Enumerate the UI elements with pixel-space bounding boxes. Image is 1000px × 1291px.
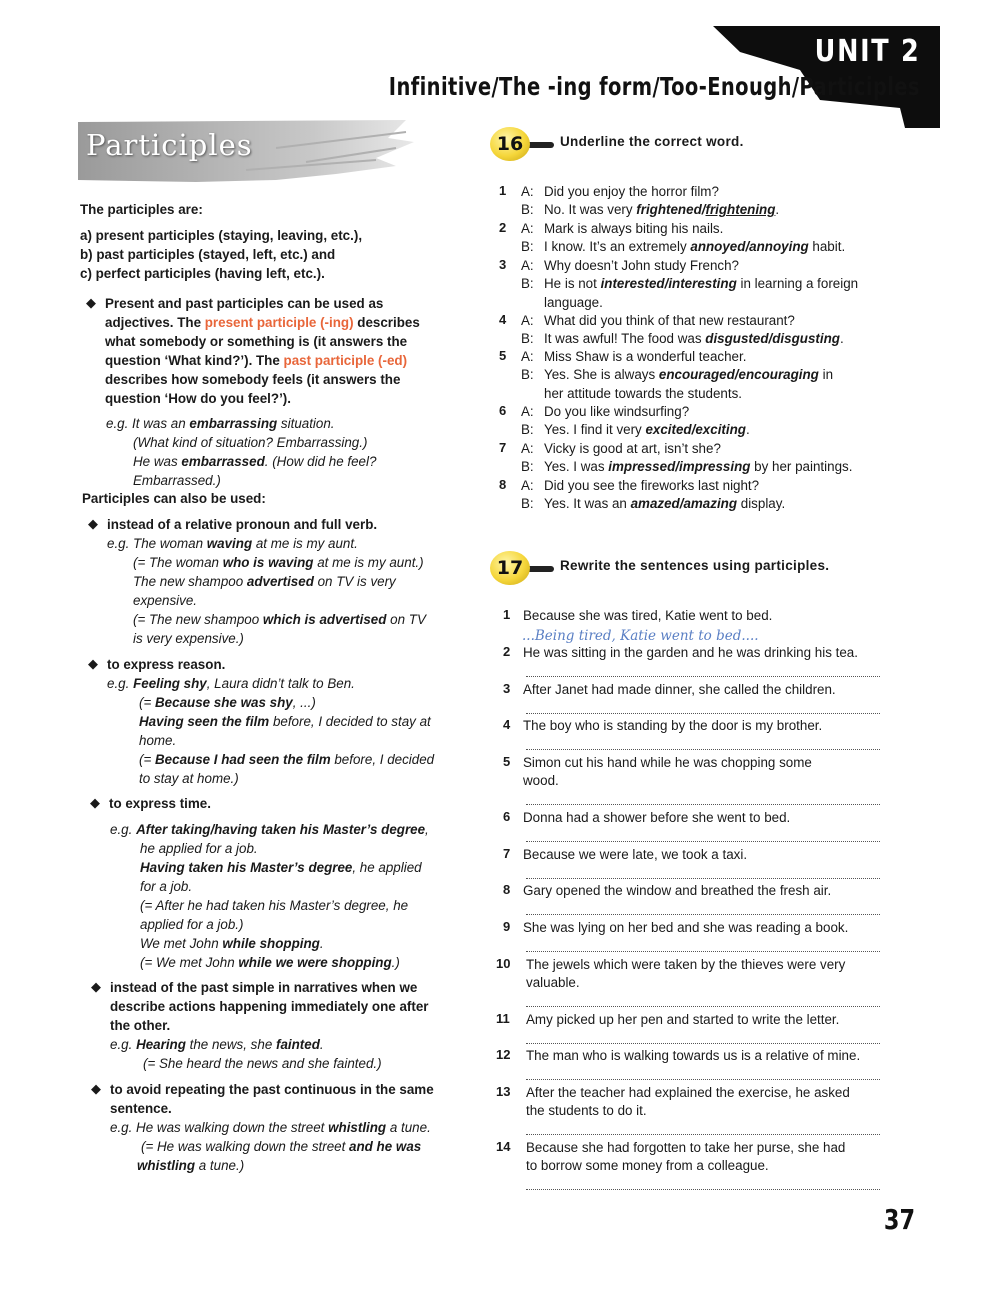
- exercise-16-badge: 16: [490, 127, 530, 161]
- rule-adjectives-line2: adjectives. The present participle (-ing) describes: [105, 315, 420, 330]
- item-number: 11: [496, 1011, 510, 1026]
- word-option-1[interactable]: amazed: [630, 496, 680, 512]
- answer-line[interactable]: [526, 914, 880, 915]
- use-continuous-example2: (= He was walking down the street and he was: [141, 1139, 422, 1154]
- use-reason-example5: (= Because I had seen the film before, I decided: [139, 752, 435, 767]
- sentence-line: After Janet had made dinner, she called the children.: [523, 682, 836, 697]
- speaker-a-label: A:: [521, 404, 534, 419]
- item-number: 13: [496, 1084, 511, 1099]
- rule-adjectives-line3: what somebody or something is (it answers the: [105, 334, 408, 349]
- participles-also-used: Participles can also be used:: [82, 491, 266, 506]
- item-number: 8: [503, 882, 511, 897]
- example-embarrassed: He was embarrassed. (How did he feel?: [133, 454, 377, 469]
- handwritten-answer: ...Being tired, Katie went to bed....: [522, 628, 759, 644]
- example-embarrassed-cont: Embarrassed.): [133, 473, 221, 488]
- item-number: 1: [499, 183, 507, 198]
- word-option-1[interactable]: interested: [600, 276, 665, 292]
- sentence-line: Because we were late, we took a taxi.: [523, 847, 748, 862]
- use-time-title: to express time.: [109, 796, 211, 811]
- rule-adjectives-line1: Present and past participles can be used as: [105, 296, 384, 311]
- exercise-16-badge-tail: [528, 142, 554, 148]
- item-number: 7: [503, 846, 511, 861]
- answer-line[interactable]: [526, 951, 880, 952]
- word-option-2[interactable]: amazing: [683, 496, 738, 512]
- sentence-line: Amy picked up her pen and started to write the letter.: [526, 1012, 840, 1027]
- sentence-line: Because she had forgotten to take her purse, she had: [526, 1140, 846, 1155]
- sentence-line-cont: wood.: [523, 773, 559, 789]
- sentence-line-cont: to borrow some money from a colleague.: [526, 1158, 769, 1174]
- page-number: 37: [883, 1203, 916, 1236]
- item-number: 3: [503, 681, 511, 696]
- word-option-2[interactable]: interesting: [668, 276, 737, 292]
- past-participle-term: past participle (-ed): [283, 353, 408, 368]
- sentence-line: Because she was tired, Katie went to bed.: [523, 608, 773, 623]
- item-number: 6: [503, 809, 511, 824]
- sentence-line-cont: valuable.: [526, 975, 580, 991]
- participle-type-a: a) present participles (staying, leaving, etc.),: [80, 228, 363, 243]
- item-number: 2: [499, 220, 507, 235]
- speaker-b-label: B:: [521, 422, 534, 438]
- exercise-17-badge: 17: [490, 551, 530, 585]
- word-option-2[interactable]: encouraging: [738, 367, 819, 383]
- sentence-line: The jewels which were taken by the thieves were very: [526, 957, 846, 972]
- sentence-line: Gary opened the window and breathed the fresh air.: [523, 883, 832, 898]
- example-embarrassing-note: (What kind of situation? Embarrassing.): [133, 435, 368, 450]
- answer-line[interactable]: [526, 713, 880, 714]
- word-option-1[interactable]: disgusted: [705, 331, 769, 347]
- present-participle-term: present participle (-ing): [204, 315, 354, 330]
- use-reason-example4: home.: [139, 733, 177, 748]
- speaker-b-label: B:: [521, 459, 534, 475]
- rule-adjectives-line4: question ‘What kind?’). The past participle (-ed): [105, 353, 408, 368]
- speaker-b-label: B:: [521, 202, 534, 218]
- item-number: 7: [499, 440, 507, 455]
- speaker-b-line: It was awful! The food was disgusted/disgusting.: [544, 331, 844, 347]
- item-number: 3: [499, 257, 507, 272]
- sentence-line: The boy who is standing by the door is my brother.: [523, 718, 823, 733]
- word-option-2[interactable]: frightening: [705, 202, 776, 218]
- use-narrative-example2: (= She heard the news and she fainted.): [143, 1056, 382, 1071]
- word-option-1[interactable]: frightened: [636, 202, 702, 218]
- word-option-1[interactable]: encouraged: [658, 367, 735, 383]
- use-relative-title: instead of a relative pronoun and full verb.: [107, 517, 378, 532]
- use-continuous-example3: whistling a tune.): [137, 1158, 245, 1173]
- speaker-b-label: B:: [521, 239, 534, 255]
- participle-type-b: b) past participles (stayed, left, etc.) and: [80, 247, 336, 262]
- use-reason-example3: Having seen the film before, I decided to stay at: [139, 714, 431, 729]
- speaker-b-line: No. It was very frightened/frightening.: [544, 202, 780, 218]
- use-time-example5: (= After he had taken his Master’s degree, he: [140, 898, 409, 913]
- word-option-2[interactable]: disgusting: [772, 331, 840, 347]
- sentence-line-cont: the students to do it.: [526, 1103, 647, 1119]
- speaker-b-line: I know. It’s an extremely annoyed/annoying habit.: [544, 239, 846, 255]
- use-relative-example5: (= The new shampoo which is advertised on TV: [133, 612, 426, 627]
- use-relative-example2: (= The woman who is waving at me is my aunt.): [133, 555, 424, 570]
- sentence-line: He was sitting in the garden and he was drinking his tea.: [523, 645, 858, 660]
- answer-line[interactable]: [526, 1006, 880, 1007]
- speaker-a-label: A:: [521, 258, 534, 273]
- use-narrative-line3: the other.: [110, 1018, 171, 1033]
- speaker-a-line: Vicky is good at art, isn’t she?: [544, 441, 721, 456]
- word-option-2[interactable]: annoying: [749, 239, 809, 255]
- sentence-line: The man who is walking towards us is a relative of mine.: [526, 1048, 861, 1063]
- use-relative-example6: is very expensive.): [133, 631, 244, 646]
- item-number: 4: [503, 717, 511, 732]
- sentence-line: She was lying on her bed and she was reading a book.: [523, 920, 849, 935]
- answer-line[interactable]: [526, 749, 880, 750]
- speaker-a-line: What did you think of that new restaurant?: [544, 313, 795, 328]
- sentence-line: Donna had a shower before she went to bed.: [523, 810, 791, 825]
- item-number: 14: [496, 1139, 511, 1154]
- word-option-1[interactable]: annoyed: [690, 239, 746, 255]
- use-continuous-line1: to avoid repeating the past continuous in the same: [110, 1082, 434, 1097]
- item-number: 1: [503, 607, 511, 622]
- item-number: 2: [503, 644, 511, 659]
- answer-line[interactable]: [526, 1043, 880, 1044]
- answer-line[interactable]: [526, 841, 880, 842]
- answer-line[interactable]: [526, 1079, 880, 1080]
- speaker-b-line: Yes. I find it very excited/exciting.: [544, 422, 750, 438]
- speaker-b-line-cont: her attitude towards the students.: [544, 385, 743, 401]
- speaker-b-label: B:: [521, 496, 534, 512]
- use-narrative-line1: instead of the past simple in narratives when we: [110, 980, 418, 995]
- speaker-a-label: A:: [521, 441, 534, 456]
- unit-label: UNIT 2: [814, 34, 920, 69]
- use-time-example1: e.g. After taking/having taken his Master’s degree,: [110, 822, 429, 837]
- bullet-diamond-icon: ◆: [90, 795, 100, 810]
- participles-intro: The participles are:: [80, 202, 203, 217]
- bullet-diamond-icon: ◆: [91, 1081, 101, 1096]
- use-time-example2: he applied for a job.: [140, 841, 258, 856]
- word-option-2[interactable]: impressing: [679, 459, 751, 475]
- use-time-example3: Having taken his Master’s degree, he applied: [140, 860, 422, 875]
- word-option-1[interactable]: excited: [645, 422, 692, 438]
- use-relative-example3: The new shampoo advertised on TV is very: [133, 574, 396, 589]
- speaker-a-label: A:: [521, 184, 534, 199]
- item-number: 8: [499, 477, 507, 492]
- speaker-a-label: A:: [521, 478, 534, 493]
- use-time-example8: (= We met John while we were shopping.): [140, 955, 400, 970]
- use-reason-title: to express reason.: [107, 657, 226, 672]
- exercise-17-instruction: Rewrite the sentences using participles.: [560, 558, 830, 573]
- speaker-a-line: Did you enjoy the horror film?: [544, 184, 719, 199]
- word-option-1[interactable]: impressed: [608, 459, 676, 475]
- use-reason-example6: to stay at home.): [139, 771, 239, 786]
- item-number: 4: [499, 312, 507, 327]
- speaker-b-line: Yes. She is always encouraged/encouraging in: [544, 367, 834, 383]
- speaker-b-line: He is not interested/interesting in learning a foreign: [544, 276, 859, 292]
- speaker-a-label: A:: [521, 349, 534, 364]
- speaker-b-label: B:: [521, 331, 534, 347]
- answer-line[interactable]: [526, 676, 880, 677]
- use-relative-example1: e.g. The woman waving at me is my aunt.: [107, 536, 358, 551]
- answer-line[interactable]: [526, 1134, 880, 1135]
- answer-line[interactable]: [526, 804, 880, 805]
- use-continuous-example1: e.g. He was walking down the street whistling a tune.: [110, 1120, 431, 1135]
- answer-line[interactable]: [526, 1189, 880, 1190]
- speaker-b-label: B:: [521, 367, 534, 383]
- sentence-line: After the teacher had explained the exercise, he asked: [526, 1085, 850, 1100]
- speaker-b-label: B:: [521, 276, 534, 292]
- exercise-16-instruction: Underline the correct word.: [560, 134, 744, 149]
- example-embarrassing: e.g. It was an embarrassing situation.: [106, 416, 335, 431]
- speaker-b-line: Yes. I was impressed/impressing by her paintings.: [544, 459, 853, 475]
- sentence-line: Simon cut his hand while he was chopping some: [523, 755, 812, 770]
- use-time-example4: for a job.: [140, 879, 193, 894]
- answer-line[interactable]: [526, 878, 880, 879]
- section-banner-title: Participles: [86, 128, 253, 162]
- speaker-a-line: Do you like windsurfing?: [544, 404, 690, 419]
- speaker-a-line: Mark is always biting his nails.: [544, 221, 724, 236]
- item-number: 6: [499, 403, 507, 418]
- item-number: 5: [499, 348, 507, 363]
- bullet-diamond-icon: ◆: [88, 656, 98, 671]
- participle-type-c: c) perfect participles (having left, etc.).: [80, 266, 325, 281]
- rule-adjectives-line6: question ‘How do you feel?’).: [105, 391, 291, 406]
- speaker-a-line: Why doesn’t John study French?: [544, 258, 740, 273]
- bullet-diamond-icon: ◆: [88, 516, 98, 531]
- item-number: 10: [496, 956, 511, 971]
- use-relative-example4: expensive.: [133, 593, 198, 608]
- speaker-b-line: Yes. It was an amazed/amazing display.: [544, 496, 786, 512]
- speaker-a-label: A:: [521, 313, 534, 328]
- use-time-example6: applied for a job.): [140, 917, 244, 932]
- item-number: 12: [496, 1047, 511, 1062]
- use-continuous-line2: sentence.: [110, 1101, 172, 1116]
- item-number: 9: [503, 919, 511, 934]
- item-number: 5: [503, 754, 511, 769]
- exercise-17-badge-tail: [528, 566, 554, 572]
- bullet-diamond-icon: ◆: [86, 295, 96, 310]
- speaker-a-line: Miss Shaw is a wonderful teacher.: [544, 349, 747, 364]
- use-time-example7: We met John while shopping.: [140, 936, 324, 951]
- rule-adjectives-line5: describes how somebody feels (it answers the: [105, 372, 401, 387]
- use-narrative-example1: e.g. Hearing the news, she fainted.: [110, 1037, 324, 1052]
- use-reason-example2: (= Because she was shy, ...): [139, 695, 316, 710]
- bullet-diamond-icon: ◆: [91, 979, 101, 994]
- word-option-2[interactable]: exciting: [695, 422, 746, 438]
- use-reason-example1: e.g. Feeling shy, Laura didn’t talk to Ben.: [107, 676, 355, 691]
- use-narrative-line2: describe actions happening immediately one after: [110, 999, 429, 1014]
- speaker-a-label: A:: [521, 221, 534, 236]
- speaker-a-line: Did you see the fireworks last night?: [544, 478, 760, 493]
- speaker-b-line-cont: language.: [544, 294, 603, 310]
- unit-title: Infinitive/The -ing form/Too-Enough/Participles: [388, 72, 920, 101]
